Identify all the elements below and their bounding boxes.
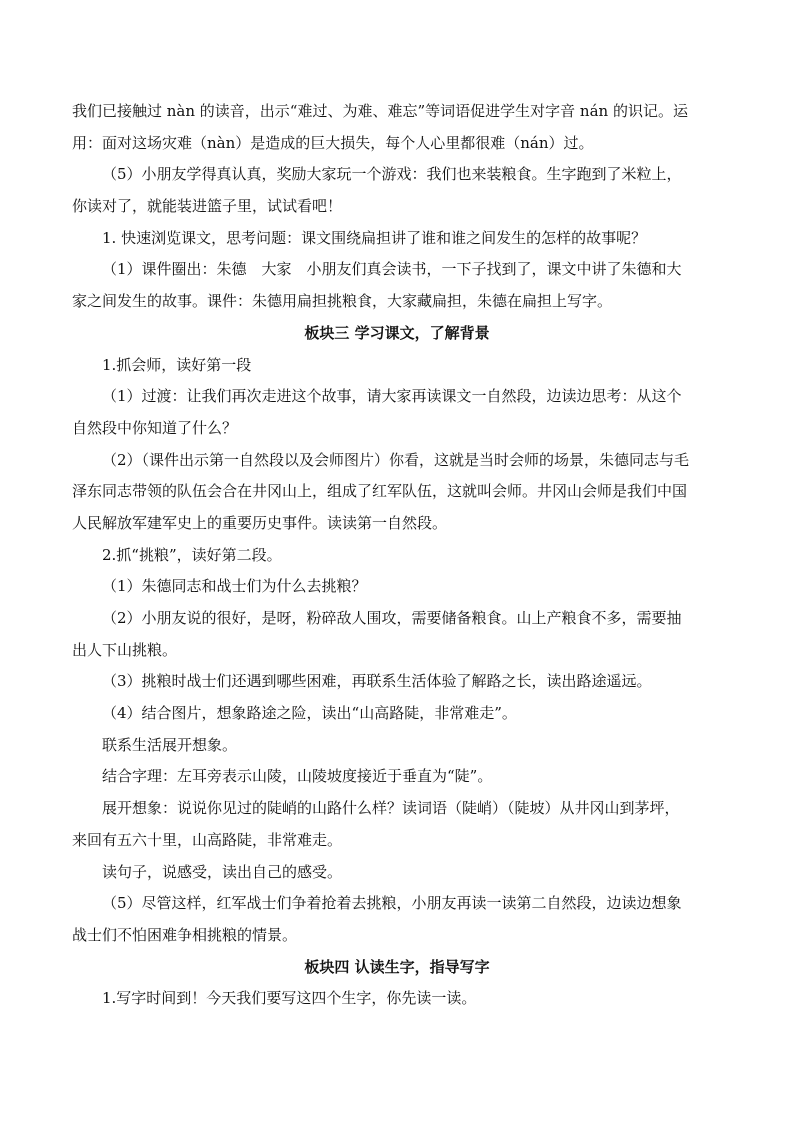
text-line: 我们已接触过 nàn 的读音，出示“难过、为难、难忘”等词语促进学生对字音 nán 的识记。运 bbox=[72, 102, 688, 120]
text-line: 联系生活展开想象。 bbox=[102, 735, 238, 754]
section-heading: 板块三 学习课文，了解背景 bbox=[304, 323, 490, 342]
text-line: 自然段中你知道了什么？ bbox=[72, 418, 238, 437]
text-line: （4）结合图片，想象路途之险，读出“山高路陡，非常难走”。 bbox=[102, 704, 517, 723]
text-line: 泽东同志带领的队伍会合在井冈山上，组成了红军队伍，这就叫会师。井冈山会师是我们中国 bbox=[72, 482, 688, 501]
text-line: 1. 快速浏览课文，思考问题：课文围绕扁担讲了谁和谁之间发生的怎样的故事呢？ bbox=[102, 228, 647, 247]
text-line: 1.写字时间到！今天我们要写这四个生字，你先读一读。 bbox=[102, 989, 477, 1008]
text-line: （2）（课件出示第一自然段以及会师图片）你看，这就是当时会师的场景，朱德同志与毛 bbox=[102, 450, 690, 469]
text-line: （1）过渡：让我们再次走进这个故事，请大家再读课文一自然段，边读边思考：从这个 bbox=[102, 387, 682, 406]
text-line: 出人下山挑粮。 bbox=[72, 640, 178, 659]
text-line: 你读对了，就能装进篮子里，试试看吧！ bbox=[72, 197, 343, 216]
section-heading: 板块四 认读生字，指导写字 bbox=[304, 957, 490, 976]
text-line: 家之间发生的故事。课件：朱德用扁担挑粮食，大家藏扁担，朱德在扁担上写字。 bbox=[72, 292, 613, 311]
text-line: 读句子，说感受，读出自己的感受。 bbox=[102, 862, 343, 881]
text-line: （1）朱德同志和战士们为什么去挑粮？ bbox=[102, 577, 367, 596]
text-line: 来回有五六十里，山高路陡，非常难走。 bbox=[72, 830, 343, 849]
text-line: （5）小朋友学得真认真，奖励大家玩一个游戏：我们也来装粮食。生字跑到了米粒上， bbox=[102, 165, 682, 184]
text-line: 2.抓“挑粮”，读好第二段。 bbox=[102, 545, 282, 564]
text-line: 结合字理：左耳旁表示山陵，山陵坡度接近于垂直为“陡”。 bbox=[102, 767, 493, 786]
text-line: 人民解放军建军史上的重要历史事件。读读第一自然段。 bbox=[72, 513, 448, 532]
text-line: （1）课件圈出：朱德 大家 小朋友们真会读书，一下子找到了，课文中讲了朱德和大 bbox=[102, 260, 682, 279]
text-line: 用：面对这场灾难（nàn）是造成的巨大损失，每个人心里都很难（nán）过。 bbox=[72, 133, 594, 152]
text-line: 1.抓会师，读好第一段 bbox=[102, 355, 252, 374]
document-page bbox=[72, 96, 722, 1015]
text-line: 战士们不怕困难争相挑粮的情景。 bbox=[72, 925, 298, 944]
text-line: （3）挑粮时战士们还遇到哪些困难，再联系生活体验了解路之长，读出路途遥远。 bbox=[102, 672, 652, 691]
text-line: （5）尽管这样，红军战士们争着抢着去挑粮，小朋友再读一读第二自然段，边读边想象 bbox=[102, 894, 682, 913]
text-line: 展开想象：说说你见过的陡峭的山路什么样？读词语（陡峭）（陡坡）从井冈山到茅坪， bbox=[102, 799, 680, 818]
text-line: （2）小朋友说的很好，是呀，粉碎敌人围攻，需要储备粮食。山上产粮食不多，需要抽 bbox=[102, 609, 682, 627]
